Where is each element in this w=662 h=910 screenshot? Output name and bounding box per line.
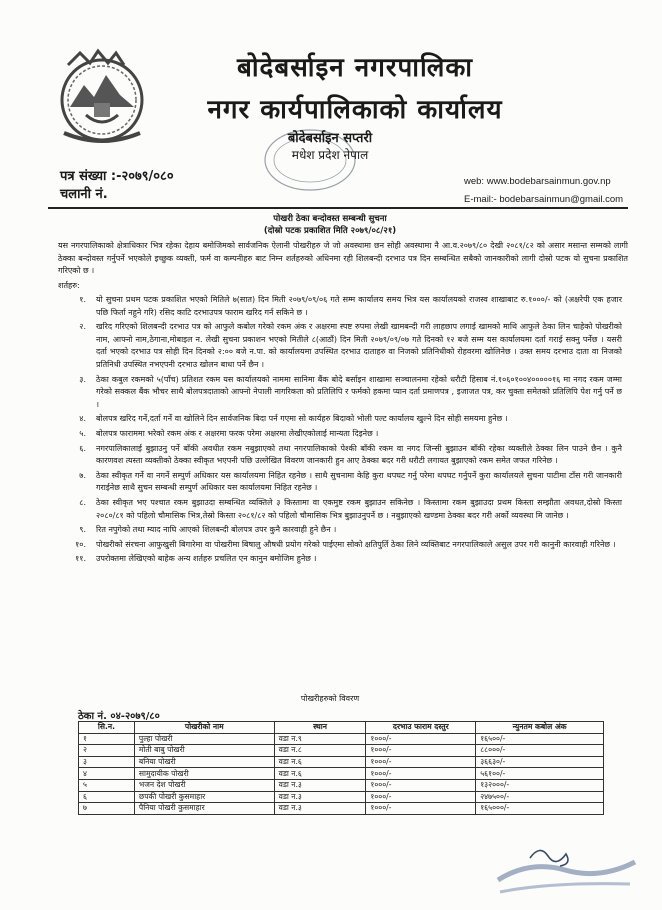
cell-min-bid: २४७५००/- [476, 791, 604, 803]
cell-location: वडा न.३ [274, 779, 366, 791]
cell-pond-name: मोती बाबु पोखरी [134, 745, 274, 757]
letter-number: पत्र संख्या :-२०७९/०८० [60, 169, 174, 184]
cell-pond-name: बनिया पोखरी [134, 756, 274, 768]
cell-form-fee: १०००/- [366, 733, 476, 745]
cell-location: वडा न.८ [274, 745, 366, 757]
condition-item [58, 470, 628, 495]
cell-form-fee: १०००/- [366, 745, 476, 757]
cell-serial: ७ [79, 803, 135, 815]
nepal-government-emblem-icon [50, 45, 155, 150]
dispatch-number: चलानी नं. [60, 187, 108, 202]
condition-text: रित नपुगेको तथा म्याद नाघि आएको शिलबन्दी बोलपत्र उपर कुनै कारवाही हुने छैन । [96, 525, 337, 535]
office-address-line2: मधेश प्रदेश नेपाल [291, 148, 369, 162]
header-divider [48, 207, 628, 209]
col-header-form-fee: दरभाउ फाराम दस्तुर [366, 722, 476, 734]
table-caption: पोखरीहरुको विवरण [300, 694, 360, 703]
tender-number: ठेका नं. ०४-२०७९/८० [78, 711, 160, 722]
office-address-line1: बोदेबर्साइन सप्तरी [287, 131, 373, 146]
condition-text: यो सुचना प्रथम पटक प्रकाशित भएको मितिले ७(सात) दिन मिती २०७९/०९/०६ गते सम्म कार्यालय समय भित्र यस कार्यालयको राजस्व शाखाबाट रु.१०००/- को (अक्षरेपी एक हजार पछि फिर्ता नहुने गरि) रसिद काटि दरभाउपत्र फाराम खरिद गर्न सकिने छ । [96, 295, 622, 317]
cell-location: वडा न.६ [274, 756, 366, 768]
col-header-pond-name: पोखरीको नाम [134, 722, 274, 734]
cell-form-fee: १०००/- [366, 803, 476, 815]
condition-item [58, 553, 628, 566]
cell-serial: ५ [79, 779, 135, 791]
cell-location: वडा न.६ [274, 768, 366, 780]
condition-item [58, 524, 628, 537]
condition-item [58, 428, 628, 441]
conditions-heading: शर्तहरु: [58, 281, 80, 290]
condition-text: ठेका स्वीकृत गर्ने वा नगर्ने सम्पुर्ण अधिकार यस कार्यालयमा निहित रहनेछ । साथै सुचनामा केहि कुरा थपघट गर्नु परेमा थपघट गर्नुपर्ने कुरा कार्यालयले सुचना पाटीमा टाँस गरी जानकारी गराईनेछ साथै सुचन सम्बन्धी सम्पुर्ण अधिकार यस कार्यालयमा निहित रहनेछ । [96, 470, 622, 493]
condition-text: नगरपालिकालाई बुझाउनु पर्ने बाँकी अवधीत रकम नबुझाएको तथा नगरपालिकाको पेश्की बाँकी रकम वा नगद जिन्सी बुझाउन बाँकी रहेका व्यक्तीले ठेक्का लिन पाउने छैन । कुनै कारणवश त्यस्ता व्यक्तीको ठेक्का स्वीकृत भएपनी पछि उल्लेखित विवरण जानकारी हुन आए ठेक्का बदर गरी धरौटी लगायत बुझाएको रकम समेत जफत गरिनेछ । [96, 443, 622, 466]
website-address: web: www.bodebarsainmun.gov.np [464, 176, 611, 187]
notice-subtitle: (दोस्रो पटक प्रकाशित मिति २०७९/०८/२१) [263, 226, 397, 236]
cell-location: वडा न.९ [274, 733, 366, 745]
condition-item [58, 539, 628, 552]
condition-text: ठेका कबुल रकमको ५(पाँच) प्रतिशत रकम यस कार्यालयको नाममा सानिमा बैंक बोदे बर्साइन शाखामा सञ्चालनमा रहेको धरौटी हिसाब नं.१०६०१००४०००००१६ मा नगद रकम जम्मा गरेको सक्कल बैंक भौचर साथै बोलपत्रदाताको आफ्नो नेपाली नागरिकता को प्रतिलिपि र फर्मको हकमा प्यान दर्ता प्रमाणपत्र , इजाजत पत्र, कर चुक्ता समेतको प्रतिलिपि पेश गर्नु पर्ने छ । [96, 374, 622, 409]
condition-item [58, 443, 628, 468]
condition-text: बोलपत्र खरिद गर्ने,दर्ता गर्ने वा खोलिने दिन सार्वजनिक बिदा पर्न गएमा सो कार्यहरु बिदाको भोली पल्ट कार्यालय खुल्ने दिन सोही समयमा हुनेछ । [96, 414, 508, 424]
condition-number: १०. [75, 539, 86, 549]
table-row [79, 733, 604, 745]
condition-number: २. [79, 322, 86, 332]
table-row [79, 768, 604, 780]
cell-pond-name: सामुदायीक पोखरी [134, 768, 274, 780]
cell-form-fee: १०००/- [366, 756, 476, 768]
notice-title: पोखरी ठेका बन्दोवस्त सम्बन्धी सुचना [273, 214, 387, 224]
condition-item [58, 497, 628, 522]
cell-pond-name: पुल्हा पोखरी [134, 733, 274, 745]
cell-location: वडा न.३ [274, 803, 366, 815]
condition-text: बोलपत्र फाराममा भरेको रकम अंक र अक्षरमा फरक परेमा अक्षरमा लेखीएकोलाई मान्यता दिइनेछ । [96, 428, 379, 438]
cell-form-fee: १०००/- [366, 768, 476, 780]
municipality-name: बोदेबर्साइन नगरपालिका [236, 53, 474, 83]
table-row [79, 791, 604, 803]
table-row [79, 779, 604, 791]
cell-pond-name: पैनिया पोखरी कुसमाहार [134, 803, 274, 815]
cell-form-fee: १०००/- [366, 779, 476, 791]
condition-text: उपरोक्तमा लेखिएको बाहेक अन्य शर्तहरु प्रचलित एन कानुन बमोजिम हुनेछ । [96, 554, 317, 564]
condition-text: खरिद गरिएको शिलबन्दी दरभाउ पत्र को आफुले कबोल गरेको रकम अंक र अक्षरमा स्पष्ट रुपमा लेखी खामबन्दी गरी लाहछाप लगाई खामको माथि आफुले ठेका लिन चाहेको पोखरीको नाम, आफ्नो नाम,ठेगाना,मोबाइल न. लेखी सुचना प्रकाशन भएको मितीले ८(आठौं) दिन मिती २०७९/०९/०७ गते दिनको १२ बजे सम्म यस कार्यालयमा दर्ता गराई सक्नु पर्नेछ । यसरी दर्ता भएको दरभाउ पत्र सोही दिन दिनको २:०० बजे न.पा. को कार्यालयमा उपस्थित दरभाउ दाताहरु वा निजको प्रतिनिधीको रोहवरमा खोलिनेछ । उक्त समय दरभाउ दाता वा निजको प्रतिनिधी उपस्थित नभएपनी दरभाउ खोलन बाधा पर्ने छैन । [96, 322, 622, 369]
table-header-row [79, 722, 604, 734]
officer-signature-stamp-icon [490, 840, 640, 900]
col-header-min-bid: न्युनतम कबोल अंक [476, 722, 604, 734]
condition-text: ठेका स्वीकृत भए पश्चात रकम बुझाउदा सम्बन्धित व्यक्तिले ३ किस्तामा वा एकमुष्ट रकम बुझाउन सकिनेछ । किस्तामा रकम बुझाउदा प्रथम किस्ता सम्झौता अवधत,दोस्रो किस्ता २०८०/८१ को पहिलो चौमासिक भित्र,तेस्रो किस्ता २०८१/८२ को पहिलो चौमासिक भित्र बुझाउनुपर्ने छ । नबुझाएको खण्डमा ठेक्का बदर गरी अर्को व्यवस्था मि जानेछ । [96, 497, 622, 520]
cell-form-fee: १०००/- [366, 791, 476, 803]
cell-serial: ६ [79, 791, 135, 803]
condition-number: ६. [79, 443, 86, 453]
cell-min-bid: १३२०००/- [476, 779, 604, 791]
condition-number: ३. [79, 374, 86, 384]
table-row [79, 803, 604, 815]
col-header-location: स्थान [274, 722, 366, 734]
condition-number: ९. [79, 525, 86, 535]
condition-item [58, 413, 628, 426]
cell-pond-name: छपकी पोखरी कुसमाहार [134, 791, 274, 803]
condition-item [58, 374, 628, 412]
condition-item [58, 321, 628, 371]
col-header-serial: सि.न. [79, 722, 135, 734]
cell-min-bid: ५६१००/- [476, 768, 604, 780]
condition-number: १. [79, 295, 86, 304]
cell-serial: ४ [79, 768, 135, 780]
cell-serial: २ [79, 745, 135, 757]
condition-number: ७. [79, 470, 86, 480]
condition-text: पोखरीको संरचना आफुखुसी बिगारेमा वा पोखरीमा बिषालु औषधी प्रयोग गरेको पाईएमा सोको क्षतिपुर्ति ठेका लिने व्यक्तिबाट नगरपालिकाले असुल उपर गरी कानुनी कारवाही गरिनेछ । [96, 539, 616, 549]
cell-serial: ३ [79, 756, 135, 768]
cell-min-bid: १६५०००/- [476, 803, 604, 815]
email-address: E-mail:- bodebarsainmun@gmail.com [464, 194, 624, 205]
conditions-list [58, 294, 628, 568]
notice-intro-paragraph: यस नगरपालिकाको क्षेत्राधिकार भित्र रहेका देहाय बमोजिमको सार्वजनिक ऐलानी पोखरीहरु जे जो अवस्थामा छन सोही अवस्थामा नै आ.व.२०७९/८० देखी २०८१/८२ को असार मसान्त सम्मको लागी ठेक्का बन्दोवस्त गर्नुपर्ने भएकोले इच्छुक व्यक्ती, फर्म वा कम्पनीहरु बाट निम्न शर्तहरुको अधिनमा रही शिलबन्दी दरभाउ पत्र दिन सम्बन्धित सबैको जानकारीको लागी दोस्रो पटक यो सुचना प्रकाशित गरिएको छ । [58, 241, 628, 275]
office-name: नगर कार्यपालिकाको कार्यालय [207, 95, 503, 125]
table-row [79, 756, 604, 768]
cell-min-bid: ८८०००/- [476, 745, 604, 757]
cell-location: वडा न.३ [274, 791, 366, 803]
cell-serial: १ [79, 733, 135, 745]
condition-number: ५. [79, 428, 86, 438]
condition-number: ११. [75, 554, 86, 564]
condition-number: ८. [79, 497, 86, 507]
ponds-table [78, 721, 604, 815]
condition-number: ४. [79, 414, 86, 424]
cell-pond-name: भजन देश पोखरी [134, 779, 274, 791]
condition-item [58, 294, 628, 319]
table-row [79, 745, 604, 757]
cell-min-bid: १६५००/- [476, 733, 604, 745]
cell-min-bid: ३६६३०/- [476, 756, 604, 768]
